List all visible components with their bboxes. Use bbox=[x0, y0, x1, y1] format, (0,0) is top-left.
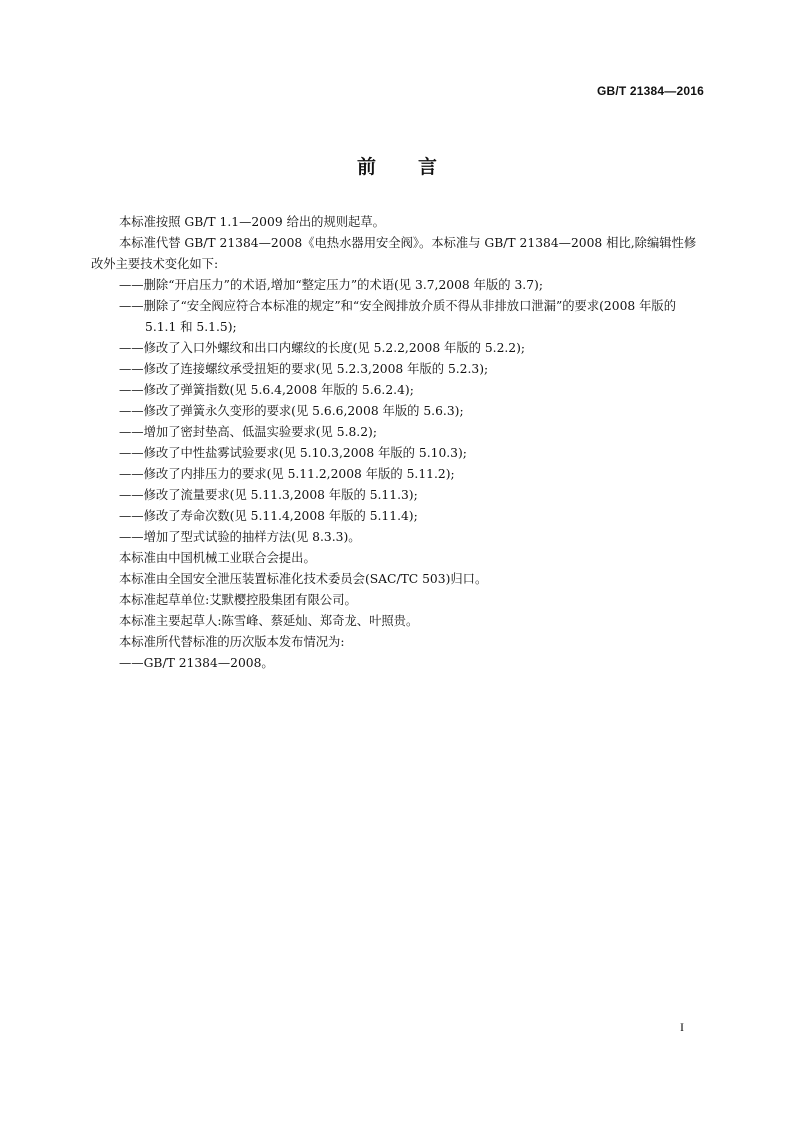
paragraph-drafting-unit: 本标准起草单位:艾默樱控股集团有限公司。 bbox=[119, 593, 357, 607]
change-item: ——修改了弹簧永久变形的要求(见 5.6.6,2008 年版的 5.6.3); bbox=[119, 404, 464, 418]
change-item: ——删除了“安全阀应符合本标准的规定”和“安全阀排放介质不得从非排放口泄漏”的要求(2008 年版的 5.1.1 和 5.1.5); bbox=[119, 299, 677, 334]
history-item: ——GB/T 21384—2008。 bbox=[119, 656, 274, 670]
standard-code: GB/T 21384—2016 bbox=[596, 84, 704, 98]
change-item: ——增加了型式试验的抽样方法(见 8.3.3)。 bbox=[119, 530, 361, 544]
change-item: ——修改了内排压力的要求(见 5.11.2,2008 年版的 5.11.2); bbox=[119, 467, 455, 481]
change-item: ——删除“开启压力”的术语,增加“整定压力”的术语(见 3.7,2008 年版的 3.7); bbox=[119, 278, 543, 292]
change-item: ——修改了入口外螺纹和出口内螺纹的长度(见 5.2.2,2008 年版的 5.2.2); bbox=[119, 341, 526, 355]
page-title: 前言 bbox=[356, 156, 479, 178]
change-item: ——修改了中性盐雾试验要求(见 5.10.3,2008 年版的 5.10.3); bbox=[119, 446, 467, 460]
paragraph-history-intro: 本标准所代替标准的历次版本发布情况为: bbox=[119, 635, 345, 649]
change-item: ——修改了流量要求(见 5.11.3,2008 年版的 5.11.3); bbox=[119, 488, 418, 502]
change-item: ——修改了连接螺纹承受扭矩的要求(见 5.2.3,2008 年版的 5.2.3); bbox=[119, 362, 489, 376]
foreword-body bbox=[91, 212, 705, 674]
paragraph-proposer: 本标准由中国机械工业联合会提出。 bbox=[119, 551, 316, 565]
paragraph-drafters: 本标准主要起草人:陈雪峰、蔡延灿、郑奇龙、叶照贵。 bbox=[119, 614, 419, 628]
change-item: ——修改了寿命次数(见 5.11.4,2008 年版的 5.11.4); bbox=[119, 509, 418, 523]
page-number: I bbox=[680, 1020, 684, 1034]
change-item: ——增加了密封垫高、低温实验要求(见 5.8.2); bbox=[119, 425, 377, 439]
paragraph-drafting-rules: 本标准按照 GB/T 1.1—2009 给出的规则起草。 bbox=[119, 215, 385, 229]
change-item: ——修改了弹簧指数(见 5.6.4,2008 年版的 5.6.2.4); bbox=[119, 383, 414, 397]
paragraph-committee: 本标准由全国安全泄压装置标准化技术委员会(SAC/TC 503)归口。 bbox=[119, 572, 488, 586]
paragraph-replacement: 本标准代替 GB/T 21384—2008《电热水器用安全阀》。本标准与 GB/T 21384—2008 相比,除编辑性修改外主要技术变化如下: bbox=[91, 236, 697, 271]
